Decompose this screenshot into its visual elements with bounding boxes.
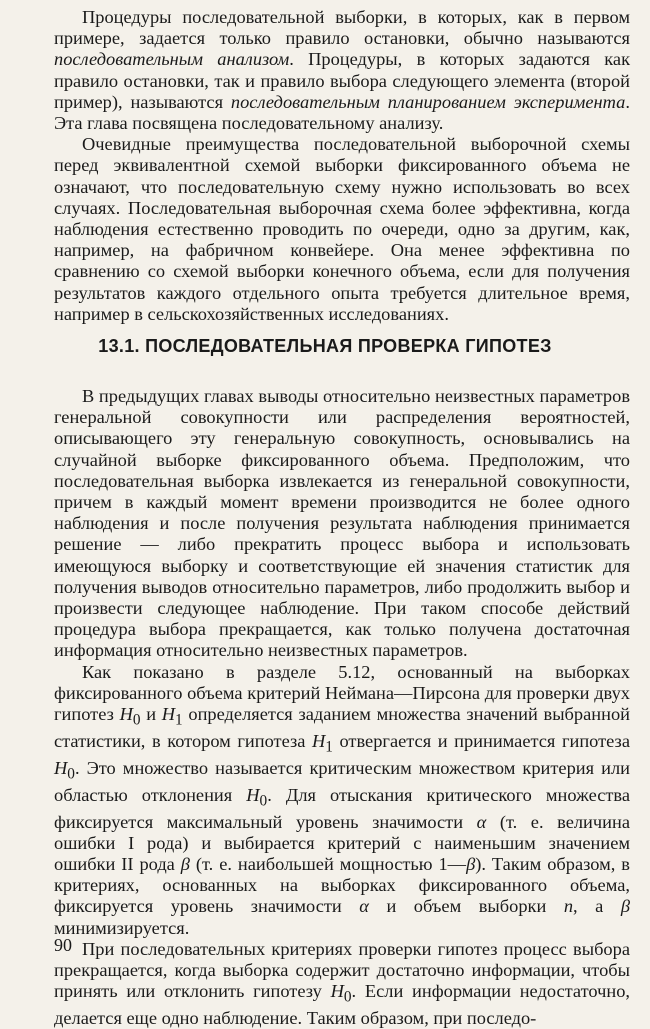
section-text (54, 386, 630, 1029)
section-heading: 13.1. ПОСЛЕДОВАТЕЛЬНАЯ ПРОВЕРКА ГИПОТЕЗ (98, 336, 552, 356)
term-sequential-analysis: последовательным анализом (54, 49, 290, 70)
page-number: 90 (54, 935, 72, 955)
intro-paragraph-2: Очевидные преимущества последовательной выборочной схемы перед эквивалентной схемой выборки фиксированного объема не означают, что последовательную схему нужно использовать во всех случаях. Последовательная выборочная схема более эффективна, когда наблюдения естественно проводить по очереди, одно за другим, как, например, на фабричном конвейере. Она менее эффективна по сравнению со схемой выборки конечного объема, если для получения результатов каждого отдельного опыта требуется длительное время, например в сельскохозяйственных исследованиях. (54, 134, 630, 324)
section-paragraph-2: Как показано в разделе 5.12, основанный на выборках фиксированного объема критерий Неймана—Пирсона для проверки двух гипотез $H_0$ и $H_1$ определяется заданием множества значений выбранной статистики, в котором гипотеза $H_1$ отвергается и принимается гипотеза $H_0$. Это множество называется критическим множеством критерия или областью отклонения $H_0$. Для отыскания критического множества фиксируется максимальный уровень значимости α (т. е. величина ошибки I рода) и выбирается критерий с наименьшим значением ошибки II рода β (т. е. наибольшей мощностью 1—β). Таким образом, в критериях, основанных на выборках фиксированного объема, фиксируется уровень значимости α и объем выборки n, а β минимизируется. (54, 661, 630, 938)
intro-paragraph-1: Процедуры последовательной выборки, в которых, как в первом примере, задается только правило остановки, обычно называются последовательным анализом. Процедуры, в которых задаются как правило остановки, так и правило выбора следующего элемента (второй пример), называются последовательным планированием эксперимента. Эта глава посвящена последовательному анализу. (54, 7, 630, 134)
section-paragraph-3: При последовательных критериях проверки гипотез процесс выбора прекращается, когда выборка содержит достаточно информации, чтобы принять или отклонить гипотезу $H_0$. Если информации недостаточно, делается еще одно наблюдение. Таким образом, при последо- (54, 938, 630, 1029)
intro-text (54, 7, 630, 325)
term-sequential-design: последовательным планированием эксперимента (230, 91, 626, 112)
section-paragraph-1: В предыдущих главах выводы относительно неизвестных параметров генеральной совокупности или распределения вероятностей, описывающего эту генеральную совокупность, основывались на случайной выборке фиксированного объема. Предположим, что последовательная выборка извлекается из генеральной совокупности, причем в каждый момент времени производится не более одного наблюдения и после получения результата наблюдения принимается решение — либо прекратить процесс выбора и использовать имеющуюся выборку и соответствующие ей значения статистик для получения выводов относительно параметров, либо продолжить выбор и произвести следующее наблюдение. При таком способе действий процедура выбора прекращается, как только получена достаточная информация относительно неизвестных параметров. (54, 386, 630, 661)
